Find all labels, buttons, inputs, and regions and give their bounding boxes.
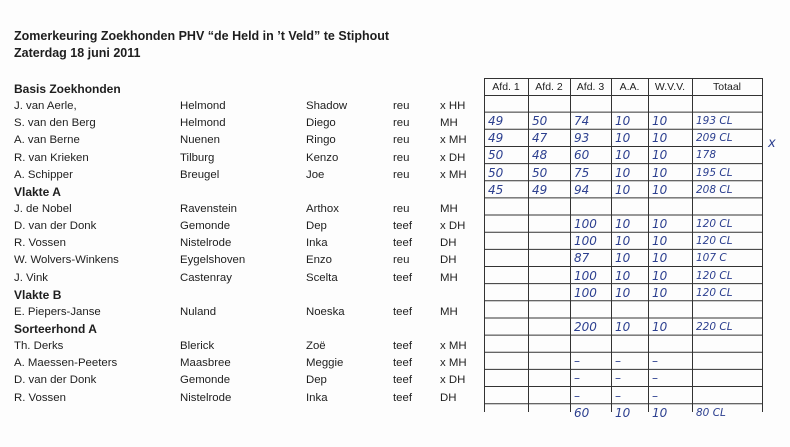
- handwritten-score: –: [615, 371, 621, 386]
- class-code: x MH: [440, 168, 467, 181]
- participant-list: [14, 81, 484, 407]
- dog-name: Arthox: [306, 202, 339, 215]
- handwritten-score: 10: [652, 319, 668, 334]
- handwritten-score: 48: [532, 148, 548, 163]
- handwritten-score: 10: [652, 148, 668, 163]
- dog-name: Shadow: [306, 100, 348, 113]
- handwritten-score: 50: [532, 114, 548, 129]
- handwritten-score: 178: [696, 149, 717, 162]
- handwritten-score: 120 CL: [696, 269, 733, 282]
- section-label: Vlakte B: [14, 287, 62, 302]
- score-column-header: Afd. 3: [576, 81, 605, 93]
- document-title: Zomerkeuring Zoekhonden PHV “de Held in ’t Veld” te Stiphout: [14, 29, 390, 43]
- handwritten-score: 74: [574, 114, 590, 129]
- dog-sex: reu: [393, 151, 410, 164]
- handwritten-score: 10: [615, 131, 631, 146]
- handwritten-score: 10: [615, 268, 631, 283]
- class-code: x DH: [440, 374, 466, 387]
- handwritten-score: 100: [574, 268, 597, 283]
- handler-name: J. van Aerle,: [14, 100, 77, 113]
- handler-name: A. Schipper: [14, 168, 73, 181]
- score-column-header: Afd. 2: [535, 81, 563, 93]
- handwritten-score: 49: [488, 131, 504, 146]
- dog-sex: reu: [393, 168, 410, 181]
- city: Nistelrode: [180, 237, 232, 250]
- dog-name: Enzo: [306, 254, 332, 267]
- handwritten-score: 10: [652, 285, 668, 300]
- handwritten-score: 10: [615, 285, 631, 300]
- class-code: DH: [440, 237, 457, 250]
- dog-sex: teef: [393, 237, 412, 250]
- dog-name: Scelta: [306, 271, 338, 284]
- dog-name: Inka: [306, 391, 328, 404]
- score-column-header: W.V.V.: [654, 81, 686, 93]
- city: Nuland: [180, 305, 217, 318]
- handler-name: R. van Krieken: [14, 151, 89, 164]
- handwritten-score: 45: [488, 182, 504, 197]
- participant-row: [14, 270, 484, 287]
- dog-name: Noeska: [306, 305, 345, 318]
- score-table: [484, 78, 764, 420]
- handwritten-score: 100: [574, 285, 597, 300]
- section-heading: [14, 81, 484, 98]
- dog-name: Diego: [306, 117, 336, 130]
- handler-name: A. van Berne: [14, 134, 80, 147]
- handwritten-score: 120 CL: [696, 235, 733, 248]
- handler-name: J. de Nobel: [14, 202, 72, 215]
- handwritten-score: –: [652, 388, 658, 403]
- dog-name: Meggie: [306, 357, 344, 370]
- class-code: MH: [440, 305, 458, 318]
- participant-row: [14, 252, 484, 269]
- dog-sex: teef: [393, 374, 412, 387]
- dog-name: Inka: [306, 237, 328, 250]
- dog-name: Ringo: [306, 134, 336, 147]
- dog-sex: reu: [393, 202, 410, 215]
- handler-name: W. Wolvers-Winkens: [14, 254, 119, 267]
- handwritten-score: 10: [652, 131, 668, 146]
- participant-row: [14, 132, 484, 149]
- city: Ravenstein: [180, 202, 237, 215]
- handwritten-score: 10: [652, 251, 668, 266]
- city: Nistelrode: [180, 391, 232, 404]
- handwritten-score: 100: [574, 234, 597, 249]
- participant-row: [14, 338, 484, 355]
- city: Blerick: [180, 340, 215, 353]
- handwritten-score: 120 CL: [696, 286, 733, 299]
- handler-name: A. Maessen-Peeters: [14, 357, 118, 370]
- handler-name: S. van den Berg: [14, 117, 96, 130]
- handwritten-score: 10: [652, 165, 668, 180]
- dog-sex: teef: [393, 271, 412, 284]
- handwritten-score: 208 CL: [696, 183, 733, 196]
- section-label: Vlakte A: [14, 184, 61, 199]
- dog-name: Joe: [306, 168, 325, 181]
- handwritten-score: 10: [615, 234, 631, 249]
- handwritten-score: 49: [488, 114, 504, 129]
- dog-sex: teef: [393, 220, 412, 233]
- handwritten-score: 50: [532, 165, 548, 180]
- handler-name: J. Vink: [14, 271, 48, 284]
- handwritten-score: 10: [652, 234, 668, 249]
- score-column-header: Totaal: [712, 81, 742, 93]
- handwritten-score: 10: [615, 217, 631, 232]
- city: Helmond: [180, 100, 226, 113]
- handwritten-score: 195 CL: [696, 166, 733, 179]
- dog-name: Kenzo: [306, 151, 339, 164]
- participant-row: [14, 355, 484, 372]
- handwritten-score: 10: [615, 319, 631, 334]
- participant-row: [14, 201, 484, 218]
- participant-row: [14, 235, 484, 252]
- class-code: x MH: [440, 357, 467, 370]
- handwritten-score: –: [574, 371, 580, 386]
- dog-sex: reu: [393, 100, 410, 113]
- participant-row: [14, 304, 484, 321]
- handwritten-score: 75: [574, 165, 590, 180]
- handwritten-score: 10: [652, 182, 668, 197]
- section-heading: [14, 184, 484, 201]
- handler-name: R. Vossen: [14, 391, 66, 404]
- class-code: MH: [440, 271, 458, 284]
- dog-name: Zoë: [306, 340, 326, 353]
- handwritten-score: 50: [488, 148, 504, 163]
- handwritten-score: 60: [574, 405, 590, 420]
- class-code: x DH: [440, 151, 466, 164]
- handler-name: D. van der Donk: [14, 220, 97, 233]
- handwritten-score: 94: [574, 182, 590, 197]
- handwritten-score: –: [652, 371, 658, 386]
- class-code: DH: [440, 254, 457, 267]
- score-column-header: Afd. 1: [492, 81, 520, 93]
- dog-sex: teef: [393, 305, 412, 318]
- dog-name: Dep: [306, 220, 327, 233]
- class-code: DH: [440, 391, 457, 404]
- city: Helmond: [180, 117, 226, 130]
- class-code: x MH: [440, 340, 467, 353]
- handwritten-score: 80 CL: [696, 406, 726, 419]
- handwritten-score: 93: [574, 131, 590, 146]
- city: Gemonde: [180, 220, 231, 233]
- handwritten-score: 100: [574, 217, 597, 232]
- participant-row: [14, 150, 484, 167]
- handwritten-score: –: [615, 388, 621, 403]
- section-label: Basis Zoekhonden: [14, 82, 121, 96]
- city: Nuenen: [180, 134, 220, 147]
- section-label: Sorteerhond A: [14, 321, 97, 336]
- class-code: MH: [440, 202, 458, 215]
- handwritten-score: 10: [615, 182, 631, 197]
- handwritten-score: 87: [574, 251, 590, 266]
- city: Maasbree: [180, 357, 231, 370]
- class-code: MH: [440, 117, 458, 130]
- dog-sex: teef: [393, 391, 412, 404]
- handwritten-score: 47: [532, 131, 548, 146]
- section-heading: [14, 321, 484, 338]
- handwritten-score: –: [574, 354, 580, 369]
- handwritten-score: 200: [574, 319, 597, 334]
- handwritten-score: 220 CL: [696, 320, 733, 333]
- class-code: x HH: [440, 100, 466, 113]
- score-column-header: A.A.: [619, 81, 640, 93]
- handwritten-score: 193 CL: [696, 115, 733, 128]
- city: Gemonde: [180, 374, 231, 387]
- document-date: Zaterdag 18 juni 2011: [14, 46, 141, 60]
- city: Eygelshoven: [180, 254, 246, 267]
- handwritten-score: 10: [652, 217, 668, 232]
- participant-row: [14, 115, 484, 132]
- handwritten-score: 10: [615, 114, 631, 129]
- handwritten-score: 10: [652, 405, 668, 420]
- handwritten-score: –: [615, 354, 621, 369]
- class-code: x MH: [440, 134, 467, 147]
- handwritten-score: 50: [488, 165, 504, 180]
- handwritten-score: 10: [615, 148, 631, 163]
- handler-name: E. Piepers-Janse: [14, 305, 101, 318]
- handwritten-score: 209 CL: [696, 132, 733, 145]
- handwritten-score: 60: [574, 148, 590, 163]
- handwritten-score: 10: [615, 165, 631, 180]
- handler-name: Th. Derks: [14, 340, 64, 353]
- city: Breugel: [180, 168, 220, 181]
- handwritten-score: 107 C: [696, 252, 727, 265]
- handwritten-score: –: [652, 354, 658, 369]
- city: Castenray: [180, 271, 232, 284]
- handwritten-score: 10: [615, 251, 631, 266]
- dog-sex: reu: [393, 254, 410, 267]
- handwritten-score: 49: [532, 182, 548, 197]
- city: Tilburg: [180, 151, 215, 164]
- dog-sex: reu: [393, 134, 410, 147]
- section-heading: [14, 287, 484, 304]
- handwritten-score: 10: [615, 405, 631, 420]
- handler-name: R. Vossen: [14, 237, 66, 250]
- participant-row: [14, 372, 484, 389]
- margin-cross-mark: x: [768, 136, 776, 151]
- participant-row: [14, 218, 484, 235]
- class-code: x DH: [440, 220, 466, 233]
- dog-sex: reu: [393, 117, 410, 130]
- handwritten-score: –: [574, 388, 580, 403]
- handwritten-score: 120 CL: [696, 218, 733, 231]
- handwritten-score: 10: [652, 268, 668, 283]
- dog-name: Dep: [306, 374, 327, 387]
- participant-row: [14, 98, 484, 115]
- participant-row: [14, 167, 484, 184]
- handwritten-score: 10: [652, 114, 668, 129]
- dog-sex: teef: [393, 357, 412, 370]
- dog-sex: teef: [393, 340, 412, 353]
- participant-row: [14, 390, 484, 407]
- handler-name: D. van der Donk: [14, 374, 97, 387]
